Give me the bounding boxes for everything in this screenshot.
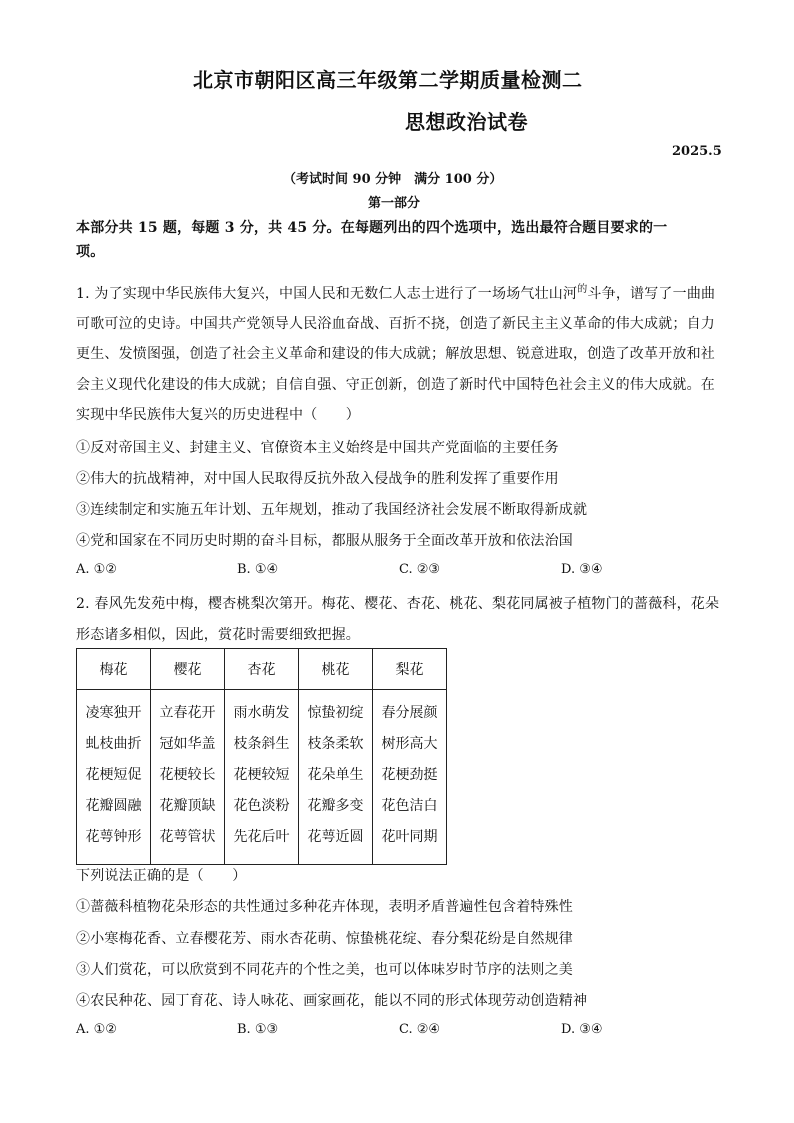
exam-date: 2025.5 (672, 144, 722, 159)
cell-trait: 花瓣多变 (307, 798, 364, 814)
q2-statement-3: ③人们赏花，可以欣赏到不同花卉的个性之美，也可以体味岁时节序的法则之美 (76, 962, 573, 978)
cell-trait: 花萼近圆 (307, 829, 364, 845)
table-cell-apricot (225, 690, 299, 865)
instructions-line-1: 本部分共 15 题，每题 3 分，共 45 分。在每题列出的四个选项中，选出最符合题目要求的一 (76, 220, 668, 236)
cell-trait: 冠如华盖 (159, 736, 216, 752)
cell-trait: 花瓣顶缺 (159, 798, 216, 814)
q2-prompt: 下列说法正确的是（ ） (76, 868, 247, 884)
q2-option-c[interactable]: C. ②④ (399, 1022, 441, 1037)
q1-statement-3: ③连续制定和实施五年计划、五年规划，推动了我国经济社会发展不断取得新成就 (76, 502, 588, 518)
table-header-cell: 樱花 (151, 649, 225, 690)
q1-stem-mark: 的 (577, 284, 588, 295)
q2-statement-2: ②小寒梅花香、立春樱花芳、雨水杏花萌、惊蛰桃花绽、春分梨花纷是自然规律 (76, 931, 573, 947)
q1-option-b[interactable]: B. ①④ (237, 562, 279, 577)
flower-comparison-table (76, 648, 447, 865)
q1-stem-line-3: 更生、发愤图强，创造了社会主义革命和建设的伟大成就；解放思想、锐意进取，创造了改革开放和社 (76, 346, 715, 362)
table-cell-pear (373, 690, 447, 865)
q1-statement-2: ②伟大的抗战精神，对中国人民取得反抗外敌入侵战争的胜利发挥了重要作用 (76, 471, 559, 487)
q1-statement-4: ④党和国家在不同历史时期的奋斗目标，都服从服务于全面改革开放和依法治国 (76, 533, 573, 549)
table-cell-peach (299, 690, 373, 865)
table-header-cell: 杏花 (225, 649, 299, 690)
table-cell-plum (77, 690, 151, 865)
cell-trait: 立春花开 (159, 705, 216, 721)
q2-stem-line-1: 2. 春风先发苑中梅，樱杏桃梨次第开。梅花、樱花、杏花、桃花、梨花同属被子植物门的蔷薇科，花朵 (76, 596, 720, 612)
cell-trait: 雨水萌发 (233, 705, 290, 721)
q2-statement-1: ①蔷薇科植物花朵形态的共性通过多种花卉体现，表明矛盾普遍性包含着特殊性 (76, 899, 573, 915)
q1-stem-text-b: 斗争，谱写了一曲曲 (587, 286, 716, 302)
cell-trait: 先花后叶 (233, 829, 290, 845)
table-header-cell: 梅花 (77, 649, 151, 690)
cell-trait: 花萼钟形 (85, 829, 142, 845)
cell-trait: 春分展颜 (381, 705, 438, 721)
q1-option-c[interactable]: C. ②③ (399, 562, 441, 577)
cell-trait: 花朵单生 (307, 767, 364, 783)
cell-trait: 花瓣圆融 (85, 798, 142, 814)
cell-trait: 花色淡粉 (233, 798, 290, 814)
cell-trait: 枝条柔软 (307, 736, 364, 752)
q1-stem-line-1 (76, 280, 715, 303)
q2-option-a[interactable]: A. ①② (76, 1022, 117, 1037)
cell-trait: 花梗劲挺 (381, 767, 438, 783)
cell-trait: 惊蛰初绽 (307, 705, 364, 721)
cell-trait: 花梗短促 (85, 767, 142, 783)
q2-option-d[interactable]: D. ③④ (561, 1022, 603, 1037)
cell-trait: 花萼管状 (159, 829, 216, 845)
cell-trait: 树形高大 (381, 736, 438, 752)
page-title: 北京市朝阳区高三年级第二学期质量检测二 (193, 68, 583, 92)
exam-info: （考试时间 90 分钟 满分 100 分） (283, 172, 503, 187)
table-cell-cherry (151, 690, 225, 865)
cell-trait: 花梗较短 (233, 767, 290, 783)
cell-trait: 枝条斜生 (233, 736, 290, 752)
q1-stem-line-4: 会主义现代化建设的伟大成就；自信自强、守正创新，创造了新时代中国特色社会主义的伟大成就。在 (76, 377, 715, 393)
cell-trait: 花色洁白 (381, 798, 438, 814)
q2-statement-4: ④农民种花、园丁育花、诗人咏花、画家画花，能以不同的形式体现劳动创造精神 (76, 993, 588, 1009)
table-body-row (77, 690, 447, 865)
cell-trait: 凌寒独开 (85, 705, 142, 721)
cell-trait: 虬枝曲折 (85, 736, 142, 752)
q2-stem-line-2: 形态诸多相似，因此，赏花时需要细致把握。 (76, 627, 360, 643)
table-header-cell: 桃花 (299, 649, 373, 690)
q1-statement-1: ①反对帝国主义、封建主义、官僚资本主义始终是中国共产党面临的主要任务 (76, 440, 559, 456)
section-title: 第一部分 (368, 196, 421, 211)
cell-trait: 花梗较长 (159, 767, 216, 783)
cell-trait: 花叶同期 (381, 829, 438, 845)
q1-stem-line-5: 实现中华民族伟大复兴的历史进程中（ ） (76, 407, 360, 423)
q2-option-b[interactable]: B. ①③ (237, 1022, 279, 1037)
table-header-row (77, 649, 447, 690)
q1-stem-text-a: 1. 为了实现中华民族伟大复兴，中国人民和无数仁人志士进行了一场场气壮山河 (76, 286, 578, 302)
q1-option-d[interactable]: D. ③④ (561, 562, 603, 577)
q1-stem-line-2: 可歌可泣的史诗。中国共产党领导人民浴血奋战、百折不挠，创造了新民主主义革命的伟大成就；自力 (76, 316, 715, 332)
q1-option-a[interactable]: A. ①② (76, 562, 117, 577)
instructions-line-2: 项。 (76, 244, 105, 260)
subject-title: 思想政治试卷 (405, 110, 528, 134)
table-header-cell: 梨花 (373, 649, 447, 690)
